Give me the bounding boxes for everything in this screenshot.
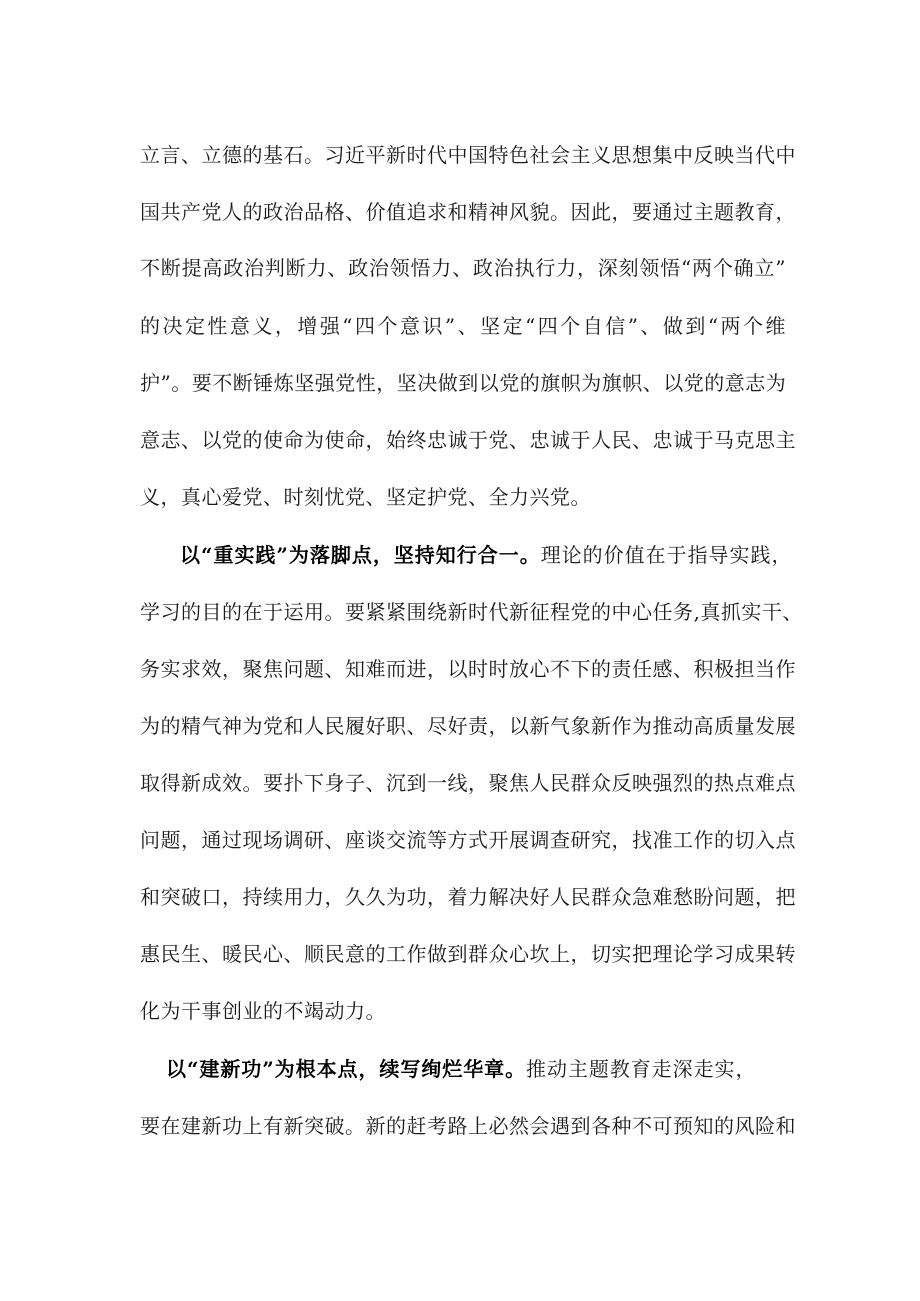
- text-line: [180, 542, 792, 568]
- text-line: 学习的目的在于运用。要紧紧围绕新时代新征程党的中心任务,真抓实干、: [140, 600, 803, 624]
- text-line: 不断提高政治判断力、政治领悟力、政治执行力，深刻领悟“两个确立”: [140, 256, 786, 280]
- text-line: 意志、以党的使命为使命，始终忠诚于党、忠诚于人民、忠诚于马克思主: [140, 428, 796, 452]
- text-line: 务实求效，聚焦问题、知难而进，以时时放心不下的责任感、积极担当作: [140, 657, 796, 681]
- text-line: [166, 1056, 756, 1082]
- text-run: 推动主题教育走深走实，: [526, 1057, 757, 1081]
- text-line: 化为干事创业的不竭动力。: [140, 999, 386, 1023]
- paragraph-heading: 以“建新功”为根本点，续写绚烂华章。: [166, 1057, 527, 1081]
- text-run: 理论的价值在于指导实践，: [540, 543, 792, 567]
- text-line: 为的精气神为党和人民履好职、尽好责，以新气象新作为推动高质量发展: [140, 714, 796, 738]
- paragraph-heading: 以“重实践”为落脚点，坚持知行合一。: [180, 543, 541, 567]
- text-line: 护”。要不断锤炼坚强党性，坚决做到以党的旗帜为旗帜、以党的意志为: [140, 371, 787, 395]
- text-line: 国共产党人的政治品格、价值追求和精神风貌。因此，要通过主题教育，: [140, 200, 796, 224]
- text-line: 的决定性意义，增强“四个意识”、坚定“四个自信”、做到“两个维: [140, 314, 786, 338]
- text-line: 问题，通过现场调研、座谈交流等方式开展调查研究，找准工作的切入点: [140, 828, 796, 852]
- text-line: 和突破口，持续用力，久久为功，着力解决好人民群众急难愁盼问题，把: [140, 885, 796, 909]
- text-line: 义，真心爱党、时刻忧党、坚定护党、全力兴党。: [140, 485, 591, 509]
- text-line: 惠民生、暖民心、顺民意的工作做到群众心坎上，切实把理论学习成果转: [140, 942, 796, 966]
- text-line: 取得新成效。要扑下身子、沉到一线，聚焦人民群众反映强烈的热点难点: [140, 771, 796, 795]
- text-line: 要在建新功上有新突破。新的赶考路上必然会遇到各种不可预知的风险和: [140, 1114, 796, 1138]
- text-line: 立言、立德的基石。习近平新时代中国特色社会主义思想集中反映当代中: [140, 143, 796, 167]
